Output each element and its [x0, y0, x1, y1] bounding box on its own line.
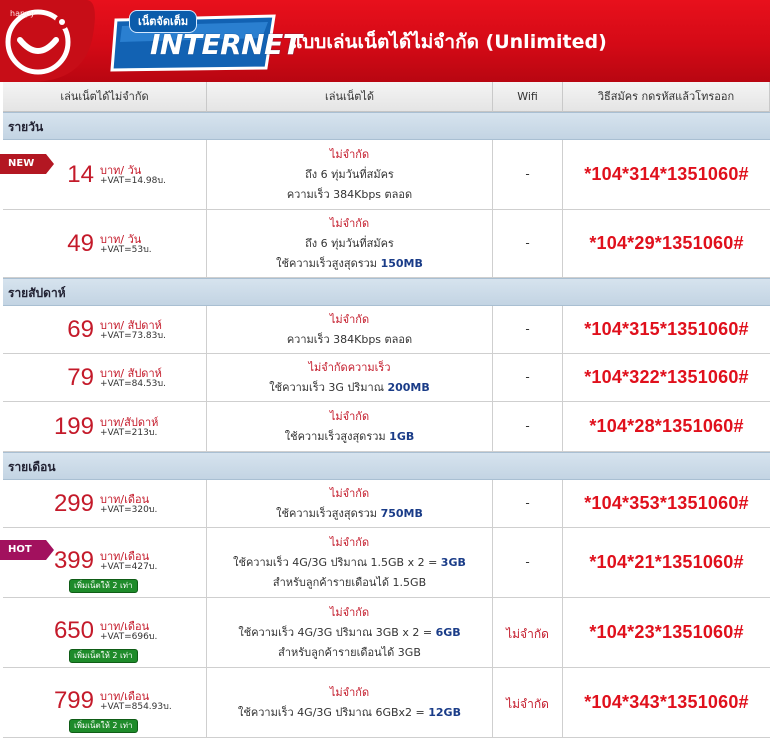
data-amount: 150MB — [380, 257, 423, 270]
dial-code[interactable]: *104*29*1351060# — [589, 233, 744, 253]
detail-cell — [207, 354, 493, 401]
page-title: แบบเล่นเน็ตได้ไม่จำกัด (Unlimited) — [290, 31, 607, 53]
wifi-value: - — [525, 167, 530, 181]
wifi-value: ไม่จำกัด — [506, 627, 549, 641]
price-unit: บาท/ วัน — [100, 233, 142, 246]
price-unit: บาท/เดือน — [100, 493, 150, 506]
detail-cell — [207, 306, 493, 353]
dial-code-cell — [563, 528, 770, 597]
dial-code[interactable]: *104*314*1351060# — [584, 164, 749, 184]
wifi-cell — [493, 668, 563, 737]
detail-text: ไม่จำกัด — [329, 148, 370, 161]
price-cell — [3, 528, 207, 597]
section-title: รายวัน — [8, 120, 44, 134]
double-data-badge: เพิ่มเน็ตให้ 2 เท่า — [69, 579, 138, 593]
price-cell — [3, 210, 207, 277]
dial-code[interactable]: *104*23*1351060# — [589, 622, 744, 642]
wifi-value: - — [525, 236, 530, 250]
detail-lines — [207, 533, 492, 593]
detail-line — [207, 573, 492, 593]
dial-code-cell — [563, 480, 770, 527]
detail-line — [207, 553, 492, 573]
dial-code-cell — [563, 402, 770, 451]
detail-cell — [207, 140, 493, 209]
detail-line — [207, 643, 492, 663]
section-header — [3, 112, 770, 140]
price-cell — [3, 668, 207, 737]
logo-text: happy — [10, 9, 35, 18]
dial-code[interactable]: *104*315*1351060# — [584, 319, 749, 339]
price-value: 79 — [67, 364, 94, 391]
detail-line — [207, 214, 492, 234]
detail-line — [207, 358, 492, 378]
price-unit: บาท/สัปดาห์ — [100, 416, 159, 429]
price-unit: บาท/ วัน — [100, 164, 142, 177]
table-row — [3, 668, 770, 738]
table-row — [3, 528, 770, 598]
price-value: 14 — [67, 161, 94, 188]
price-vat: +VAT=696บ. — [100, 632, 158, 642]
price-cell — [3, 480, 207, 527]
detail-text: ใช้ความเร็วสูงสุดรวม — [284, 430, 386, 443]
price-value: 799 — [53, 687, 94, 714]
detail-line — [207, 427, 492, 447]
detail-lines — [207, 214, 492, 274]
detail-line — [207, 603, 492, 623]
section-title: รายสัปดาห์ — [8, 286, 66, 300]
detail-lines — [207, 145, 492, 205]
detail-cell — [207, 668, 493, 737]
dial-code-cell — [563, 354, 770, 401]
detail-text: ใช้ความเร็วสูงสุดรวม — [276, 507, 378, 520]
double-data-badge: เพิ่มเน็ตให้ 2 เท่า — [69, 719, 138, 733]
internet-badge-tag: เน็ตจัดเต็ม — [129, 10, 197, 33]
dial-code[interactable]: *104*21*1351060# — [589, 552, 744, 572]
detail-text: สำหรับลูกค้ารายเดือนได้ 3GB — [278, 646, 421, 659]
detail-text: ใช้ความเร็ว 4G/3G ปริมาณ 3GB x 2 = — [238, 626, 433, 639]
price-unit: บาท/ สัปดาห์ — [100, 319, 162, 332]
dial-code-cell — [563, 598, 770, 667]
dial-code-cell — [563, 140, 770, 209]
price-value: 299 — [53, 490, 94, 517]
price-value: 49 — [67, 230, 94, 257]
detail-cell — [207, 480, 493, 527]
table-row — [3, 306, 770, 354]
price-value: 199 — [53, 413, 94, 440]
detail-line — [207, 234, 492, 254]
detail-text: ความเร็ว 384Kbps ตลอด — [286, 188, 413, 201]
price-vat: +VAT=320บ. — [100, 505, 158, 515]
wifi-cell — [493, 210, 563, 277]
detail-text: ถึง 6 ทุ่มวันที่สมัคร — [305, 237, 394, 250]
price-value: 69 — [67, 316, 94, 343]
detail-text: ไม่จำกัด — [329, 686, 370, 699]
dial-code-cell — [563, 210, 770, 277]
wifi-value: ไม่จำกัด — [506, 697, 549, 711]
happy-logo — [0, 0, 100, 82]
detail-line — [207, 484, 492, 504]
wifi-value: - — [525, 322, 530, 336]
price-cell — [3, 598, 207, 667]
data-amount: 200MB — [387, 381, 430, 394]
price-cell — [3, 354, 207, 401]
wifi-cell — [493, 402, 563, 451]
detail-text: ไม่จำกัด — [329, 536, 370, 549]
detail-text: ไม่จำกัดความเร็ว — [308, 361, 391, 374]
detail-text: ความเร็ว 384Kbps ตลอด — [286, 333, 413, 346]
dial-code-cell — [563, 668, 770, 737]
price-vat: +VAT=53บ. — [100, 245, 152, 255]
detail-line — [207, 623, 492, 643]
wifi-cell — [493, 306, 563, 353]
dial-code-cell — [563, 306, 770, 353]
wifi-value: - — [525, 555, 530, 569]
double-data-badge: เพิ่มเน็ตให้ 2 เท่า — [69, 649, 138, 663]
detail-line — [207, 310, 492, 330]
wifi-value: - — [525, 419, 530, 433]
wifi-cell — [493, 354, 563, 401]
table-row — [3, 354, 770, 402]
detail-lines — [207, 358, 492, 398]
detail-line — [207, 504, 492, 524]
table-row — [3, 140, 770, 210]
detail-text: ไม่จำกัด — [329, 313, 370, 326]
detail-line — [207, 185, 492, 205]
column-header: เล่นเน็ตได้ไม่จำกัด — [3, 82, 207, 112]
price-unit: บาท/เดือน — [100, 550, 150, 563]
data-amount: 1GB — [389, 430, 415, 443]
wifi-value: - — [525, 370, 530, 384]
detail-lines — [207, 683, 492, 723]
detail-line — [207, 330, 492, 350]
table-row — [3, 598, 770, 668]
detail-lines — [207, 310, 492, 350]
wifi-cell — [493, 598, 563, 667]
detail-cell — [207, 598, 493, 667]
detail-text: สำหรับลูกค้ารายเดือนได้ 1.5GB — [272, 576, 427, 589]
detail-line — [207, 407, 492, 427]
dial-code[interactable]: *104*343*1351060# — [584, 692, 749, 712]
dial-code[interactable]: *104*28*1351060# — [589, 416, 744, 436]
price-unit: บาท/ สัปดาห์ — [100, 367, 162, 380]
data-amount: 750MB — [380, 507, 423, 520]
table-row — [3, 210, 770, 278]
detail-line — [207, 145, 492, 165]
detail-text: ใช้ความเร็วสูงสุดรวม — [276, 257, 378, 270]
price-unit: บาท/เดือน — [100, 620, 150, 633]
detail-text: ใช้ความเร็ว 4G/3G ปริมาณ 1.5GB x 2 = — [233, 556, 438, 569]
detail-text: ไม่จำกัด — [329, 487, 370, 500]
new-ribbon: NEW — [0, 154, 46, 174]
data-amount: 3GB — [440, 556, 466, 569]
price-vat: +VAT=14.98บ. — [100, 176, 166, 186]
section-title: รายเดือน — [8, 460, 56, 474]
detail-text: ไม่จำกัด — [329, 217, 370, 230]
price-vat: +VAT=73.83บ. — [100, 331, 166, 341]
price-vat: +VAT=213บ. — [100, 428, 158, 438]
page-header — [0, 0, 770, 82]
wifi-cell — [493, 140, 563, 209]
data-amount: 12GB — [428, 706, 461, 719]
column-header: วิธีสมัคร กดรหัสแล้วโทรออก — [563, 82, 770, 112]
data-amount: 6GB — [435, 626, 461, 639]
column-header: Wifi — [493, 82, 563, 112]
detail-line — [207, 533, 492, 553]
detail-text: ถึง 6 ทุ่มวันที่สมัคร — [305, 168, 394, 181]
price-value: 399 — [53, 547, 94, 574]
detail-line — [207, 165, 492, 185]
price-vat: +VAT=854.93บ. — [100, 702, 172, 712]
detail-lines — [207, 484, 492, 524]
price-unit: บาท/เดือน — [100, 690, 150, 703]
price-cell — [3, 402, 207, 451]
price-vat: +VAT=427บ. — [100, 562, 158, 572]
table-header-row — [3, 82, 770, 112]
table-row — [3, 480, 770, 528]
column-header: เล่นเน็ตได้ — [207, 82, 493, 112]
detail-text: ใช้ความเร็ว 4G/3G ปริมาณ 6GBx2 = — [238, 706, 425, 719]
section-header — [3, 452, 770, 480]
price-value: 650 — [53, 617, 94, 644]
detail-cell — [207, 528, 493, 597]
detail-line — [207, 378, 492, 398]
detail-text: ใช้ความเร็ว 3G ปริมาณ — [269, 381, 384, 394]
wifi-cell — [493, 528, 563, 597]
detail-line — [207, 703, 492, 723]
price-cell — [3, 140, 207, 209]
internet-badge-text: INTERNET — [150, 28, 302, 61]
table-row — [3, 402, 770, 452]
detail-line — [207, 254, 492, 274]
price-vat: +VAT=84.53บ. — [100, 379, 166, 389]
wifi-cell — [493, 480, 563, 527]
detail-lines — [207, 603, 492, 663]
hot-ribbon: HOT — [0, 540, 46, 560]
detail-text: ไม่จำกัด — [329, 606, 370, 619]
detail-cell — [207, 402, 493, 451]
detail-cell — [207, 210, 493, 277]
section-header — [3, 278, 770, 306]
dial-code[interactable]: *104*322*1351060# — [584, 367, 749, 387]
price-cell — [3, 306, 207, 353]
detail-text: ไม่จำกัด — [329, 410, 370, 423]
detail-line — [207, 683, 492, 703]
detail-lines — [207, 407, 492, 447]
wifi-value: - — [525, 496, 530, 510]
dial-code[interactable]: *104*353*1351060# — [584, 493, 749, 513]
